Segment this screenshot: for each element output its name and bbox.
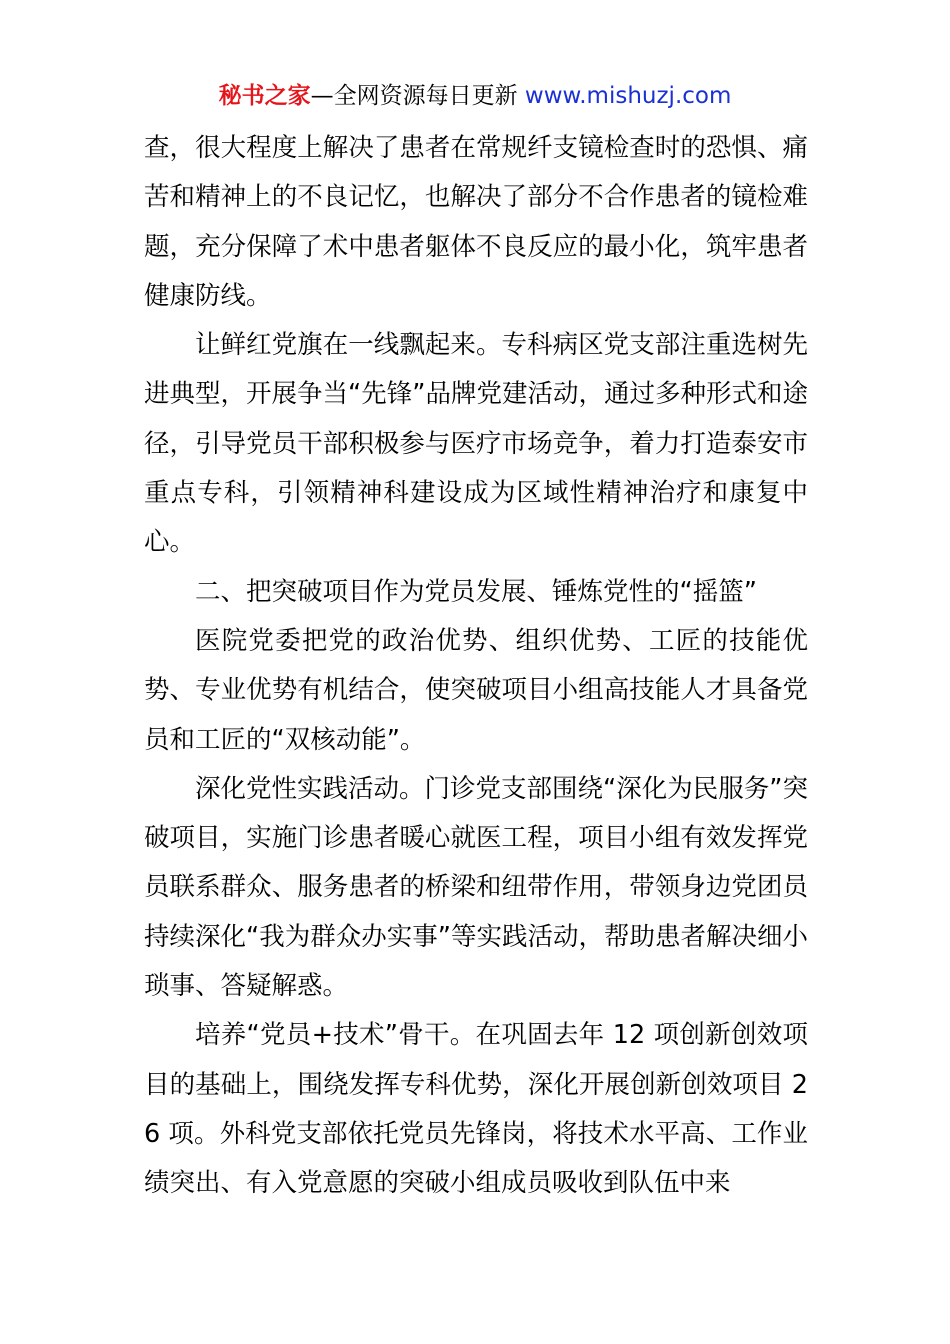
paragraph-1: 查，很大程度上解决了患者在常规纤支镜检查时的恐惧、痛苦和精神上的不良记忆，也解决了部分不合作患者的镜检难题，充分保障了术中患者躯体不良反应的最小化，筑牢患者健康防线。	[144, 133, 808, 311]
section-heading: 二、把突破项目作为党员发展、锤炼党性的“摇篮”	[195, 576, 757, 607]
site-brand: 秘书之家	[218, 83, 311, 109]
paragraph-5: 培养“党员+技术”骨干。在巩固去年 12 项创新创效项目的基础上，围绕发挥专科优势，深化开展创新创效项目 26 项。外科党支部依托党员先锋岗，将技术水平高、工作业绩突出、有入党意愿的突破小组成员吸收到队伍中来	[144, 1020, 808, 1199]
paragraph-4: 深化党性实践活动。门诊党支部围绕“深化为民服务”突破项目，实施门诊患者暖心就医工程，项目小组有效发挥党员联系群众、服务患者的桥梁和纽带作用，带领身边党团员持续深化“我为群众办实事”等实践活动，帮助患者解决细小琐事、答疑解惑。	[144, 773, 808, 1002]
site-url[interactable]: www.mishuzj.com	[524, 83, 732, 109]
document-body	[144, 124, 808, 1209]
page-header	[0, 78, 950, 114]
paragraph-3: 医院党委把党的政治优势、组织优势、工匠的技能优势、专业优势有机结合，使突破项目小组高技能人才具备党员和工匠的“双核动能”。	[144, 625, 808, 755]
site-tagline: —全网资源每日更新	[310, 83, 525, 109]
paragraph-2: 让鲜红党旗在一线飘起来。专科病区党支部注重选树先进典型，开展争当“先锋”品牌党建活动，通过多种形式和途径，引导党员干部积极参与医疗市场竞争，着力打造泰安市重点专科，引领精神科建设成为区域性精神治疗和康复中心。	[144, 330, 808, 558]
